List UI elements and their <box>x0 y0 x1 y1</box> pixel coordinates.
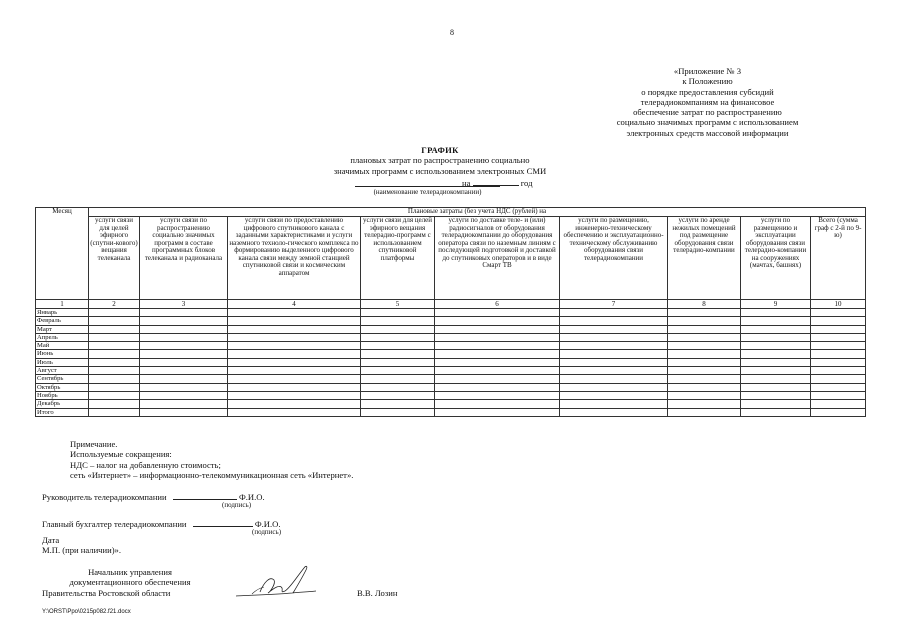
value-cell[interactable] <box>560 367 668 375</box>
value-cell[interactable] <box>140 317 228 325</box>
column-header: услуги связи для целей эфирного (спутни-кового) вещания телеканала <box>89 217 140 300</box>
accountant-sign-caption: (подпись) <box>252 528 282 536</box>
value-cell[interactable] <box>361 375 435 383</box>
table-row <box>36 309 866 317</box>
month-cell: Апрель <box>36 333 89 341</box>
value-cell[interactable] <box>741 325 811 333</box>
value-cell[interactable] <box>140 350 228 358</box>
year-blank <box>473 176 519 186</box>
value-cell[interactable] <box>89 367 140 375</box>
value-cell[interactable] <box>435 342 560 350</box>
value-cell[interactable] <box>668 342 741 350</box>
value-cell[interactable] <box>560 400 668 408</box>
title-line: значимых программ с использованием электронных СМИ <box>333 165 547 176</box>
value-cell[interactable] <box>811 391 866 399</box>
value-cell[interactable] <box>435 333 560 341</box>
value-cell[interactable] <box>741 391 811 399</box>
document-title <box>290 145 590 188</box>
director-sign-line <box>173 490 237 500</box>
value-cell[interactable] <box>811 350 866 358</box>
value-cell[interactable] <box>560 333 668 341</box>
value-cell[interactable] <box>89 342 140 350</box>
director-fio: Ф.И.О. <box>238 492 265 502</box>
accountant-sign-line <box>193 517 253 527</box>
table-row <box>36 317 866 325</box>
value-cell[interactable] <box>668 375 741 383</box>
month-cell: Август <box>36 367 89 375</box>
value-cell[interactable] <box>140 333 228 341</box>
value-cell[interactable] <box>741 309 811 317</box>
value-cell[interactable] <box>361 317 435 325</box>
note-title: Примечание. <box>70 439 118 449</box>
value-cell[interactable] <box>560 383 668 391</box>
appendix-line: телерадиокомпаниям на финансовое <box>640 96 775 107</box>
value-cell[interactable] <box>668 325 741 333</box>
column-number: 4 <box>228 300 361 309</box>
column-header: услуги по аренде нежилых помещений под размещение оборудования связи телерадио-компании <box>668 217 741 300</box>
value-cell[interactable] <box>668 350 741 358</box>
value-cell[interactable] <box>228 400 361 408</box>
value-cell[interactable] <box>741 317 811 325</box>
appendix-line: обеспечение затрат по распространению <box>633 107 782 118</box>
value-cell[interactable] <box>89 333 140 341</box>
month-cell: Март <box>36 325 89 333</box>
column-header: услуги по размещению и эксплуатации оборудования связи телерадио-компании на сооружениях (мачтах, башнях) <box>741 217 811 300</box>
column-number: 8 <box>668 300 741 309</box>
title-heading: ГРАФИК <box>421 145 459 155</box>
value-cell[interactable] <box>361 309 435 317</box>
month-cell: Июнь <box>36 350 89 358</box>
value-cell[interactable] <box>560 408 668 416</box>
year-label: год <box>520 177 533 188</box>
value-cell[interactable] <box>560 358 668 366</box>
value-cell[interactable] <box>89 317 140 325</box>
company-name-caption: (наименование телерадиокомпании) <box>355 186 500 196</box>
column-number: 2 <box>89 300 140 309</box>
month-cell: Итого <box>36 408 89 416</box>
month-header: Месяц <box>36 208 89 300</box>
month-cell: Октябрь <box>36 383 89 391</box>
note-line: НДС – налог на добавленную стоимость; <box>70 459 221 470</box>
value-cell[interactable] <box>741 350 811 358</box>
value-cell[interactable] <box>668 358 741 366</box>
table-row <box>36 333 866 341</box>
column-number: 3 <box>140 300 228 309</box>
value-cell[interactable] <box>811 383 866 391</box>
value-cell[interactable] <box>89 325 140 333</box>
value-cell[interactable] <box>361 358 435 366</box>
value-cell[interactable] <box>668 400 741 408</box>
value-cell[interactable] <box>811 408 866 416</box>
value-cell[interactable] <box>811 367 866 375</box>
date-label: Дата <box>42 535 60 545</box>
page-number: 8 <box>450 28 454 37</box>
column-headers <box>36 217 866 300</box>
value-cell[interactable] <box>140 342 228 350</box>
table-row <box>36 342 866 350</box>
value-cell[interactable] <box>228 375 361 383</box>
table-row <box>36 391 866 399</box>
value-cell[interactable] <box>361 383 435 391</box>
value-cell[interactable] <box>228 358 361 366</box>
value-cell[interactable] <box>811 309 866 317</box>
value-cell[interactable] <box>741 400 811 408</box>
month-cell: Декабрь <box>36 400 89 408</box>
value-cell[interactable] <box>741 358 811 366</box>
handwritten-signature <box>230 562 330 604</box>
value-cell[interactable] <box>89 309 140 317</box>
value-cell[interactable] <box>140 408 228 416</box>
value-cell[interactable] <box>228 408 361 416</box>
value-cell[interactable] <box>140 309 228 317</box>
value-cell[interactable] <box>361 325 435 333</box>
date-stamp-block <box>42 535 121 556</box>
value-cell[interactable] <box>435 400 560 408</box>
table-row <box>36 375 866 383</box>
value-cell[interactable] <box>811 358 866 366</box>
appendix-line: социально значимых программ с использованием <box>616 117 799 128</box>
column-header: услуги связи по предоставлению цифрового спутникового канала с заданными характеристиками и услуги наземного техноло-гического комплекса по формированию выделенного цифрового канала связи между земной станцией спутниковой связи и космическим аппаратом <box>228 217 361 300</box>
accountant-signature <box>42 517 282 536</box>
month-cell: Сентябрь <box>36 375 89 383</box>
month-cell: Май <box>36 342 89 350</box>
head-line: документационного обеспечения <box>69 577 191 588</box>
value-cell[interactable] <box>140 400 228 408</box>
value-cell[interactable] <box>361 400 435 408</box>
month-cell: Февраль <box>36 317 89 325</box>
value-cell[interactable] <box>228 325 361 333</box>
value-cell[interactable] <box>228 350 361 358</box>
value-cell[interactable] <box>140 383 228 391</box>
appendix-line: «Приложение № 3 <box>673 66 742 76</box>
value-cell[interactable] <box>89 400 140 408</box>
value-cell[interactable] <box>811 342 866 350</box>
value-cell[interactable] <box>435 317 560 325</box>
on-label: на <box>462 177 471 188</box>
value-cell[interactable] <box>140 367 228 375</box>
appendix-line: электронных средств массовой информации <box>626 127 789 138</box>
value-cell[interactable] <box>361 391 435 399</box>
director-sign-caption: (подпись) <box>222 501 252 509</box>
column-header: Всего (сумма граф с 2-й по 9-ю) <box>811 217 866 300</box>
value-cell[interactable] <box>560 317 668 325</box>
value-cell[interactable] <box>140 391 228 399</box>
value-cell[interactable] <box>435 367 560 375</box>
value-cell[interactable] <box>361 333 435 341</box>
value-cell[interactable] <box>140 325 228 333</box>
value-cell[interactable] <box>140 375 228 383</box>
value-cell[interactable] <box>435 408 560 416</box>
value-cell[interactable] <box>361 367 435 375</box>
value-cell[interactable] <box>89 358 140 366</box>
stamp-label: М.П. (при наличии)». <box>42 545 122 556</box>
value-cell[interactable] <box>228 367 361 375</box>
value-cell[interactable] <box>560 309 668 317</box>
value-cell[interactable] <box>560 350 668 358</box>
head-of-department <box>42 567 215 598</box>
appendix-header <box>585 66 830 138</box>
value-cell[interactable] <box>811 325 866 333</box>
table-row <box>36 408 866 416</box>
head-name: В.В. Лозин <box>357 588 398 598</box>
column-header: услуги связи по распространению социально значимых программ в составе программных блоков телеканала и радиоканала <box>140 217 228 300</box>
table-row <box>36 367 866 375</box>
director-signature <box>42 490 265 509</box>
column-number: 10 <box>811 300 866 309</box>
value-cell[interactable] <box>741 408 811 416</box>
value-cell[interactable] <box>560 391 668 399</box>
expense-table <box>35 207 866 417</box>
value-cell[interactable] <box>811 317 866 325</box>
value-cell[interactable] <box>741 383 811 391</box>
value-cell[interactable] <box>361 408 435 416</box>
value-cell[interactable] <box>811 400 866 408</box>
column-header: услуги связи для целей эфирного вещания телерадио-программ с использованием спутниковой платформы <box>361 217 435 300</box>
value-cell[interactable] <box>228 333 361 341</box>
value-cell[interactable] <box>228 342 361 350</box>
column-header: услуги по доставке теле- и (или) радиосигналов от оборудования телерадиокомпании до оборудования оператора связи по наземным линиям с последующей подготовкой и доставкой до спутниковых операторов и в виде Смарт ТВ <box>435 217 560 300</box>
column-number-row <box>36 300 866 309</box>
group-header: Плановые затраты (без учета НДС (рублей) на <box>89 208 866 217</box>
value-cell[interactable] <box>560 325 668 333</box>
value-cell[interactable] <box>435 391 560 399</box>
value-cell[interactable] <box>89 383 140 391</box>
value-cell[interactable] <box>741 333 811 341</box>
value-cell[interactable] <box>228 309 361 317</box>
value-cell[interactable] <box>435 383 560 391</box>
value-cell[interactable] <box>668 309 741 317</box>
director-label: Руководитель телерадиокомпании <box>42 492 167 502</box>
value-cell[interactable] <box>361 342 435 350</box>
appendix-line: к Положению <box>682 76 733 87</box>
value-cell[interactable] <box>668 317 741 325</box>
appendix-line: о порядке предоставления субсидий <box>641 86 774 97</box>
value-cell[interactable] <box>140 358 228 366</box>
column-number: 6 <box>435 300 560 309</box>
column-number: 7 <box>560 300 668 309</box>
value-cell[interactable] <box>668 367 741 375</box>
column-number: 5 <box>361 300 435 309</box>
table-row <box>36 400 866 408</box>
value-cell[interactable] <box>811 333 866 341</box>
title-line: плановых затрат по распространению социально <box>350 155 530 166</box>
value-cell[interactable] <box>228 317 361 325</box>
notes-block <box>70 439 353 481</box>
value-cell[interactable] <box>228 391 361 399</box>
value-cell[interactable] <box>435 350 560 358</box>
month-cell: Июль <box>36 358 89 366</box>
month-cell: Ноябрь <box>36 391 89 399</box>
table-row <box>36 358 866 366</box>
value-cell[interactable] <box>435 375 560 383</box>
month-cell: Январь <box>36 309 89 317</box>
value-cell[interactable] <box>435 358 560 366</box>
value-cell[interactable] <box>560 375 668 383</box>
column-number: 9 <box>741 300 811 309</box>
value-cell[interactable] <box>811 375 866 383</box>
value-cell[interactable] <box>668 408 741 416</box>
value-cell[interactable] <box>89 350 140 358</box>
value-cell[interactable] <box>228 383 361 391</box>
value-cell[interactable] <box>435 325 560 333</box>
value-cell[interactable] <box>89 391 140 399</box>
value-cell[interactable] <box>560 342 668 350</box>
table-row <box>36 383 866 391</box>
value-cell[interactable] <box>741 375 811 383</box>
table-row <box>36 350 866 358</box>
accountant-label: Главный бухгалтер телерадиокомпании <box>42 519 187 529</box>
value-cell[interactable] <box>435 309 560 317</box>
value-cell[interactable] <box>668 391 741 399</box>
value-cell[interactable] <box>668 333 741 341</box>
file-path-footer: Y:\ORST\Ppo\0215p082.f21.docx <box>42 609 131 615</box>
value-cell[interactable] <box>361 350 435 358</box>
head-line: Начальник управления <box>88 567 172 577</box>
note-line: сеть «Интернет» – информационно-телекоммуникационная сеть «Интернет». <box>70 470 354 481</box>
head-line: Правительства Ростовской области <box>42 587 171 598</box>
note-line: Используемые сокращения: <box>70 449 172 460</box>
value-cell[interactable] <box>89 408 140 416</box>
value-cell[interactable] <box>741 342 811 350</box>
table-row <box>36 325 866 333</box>
column-number: 1 <box>36 300 89 309</box>
column-header: услуги по размещению, инженерно-техническому обеспечению и эксплуатационно-техническому обслуживанию оборудования связи телерадиокомпании <box>560 217 668 300</box>
accountant-fio: Ф.И.О. <box>254 519 281 529</box>
value-cell[interactable] <box>741 367 811 375</box>
value-cell[interactable] <box>668 383 741 391</box>
value-cell[interactable] <box>89 375 140 383</box>
